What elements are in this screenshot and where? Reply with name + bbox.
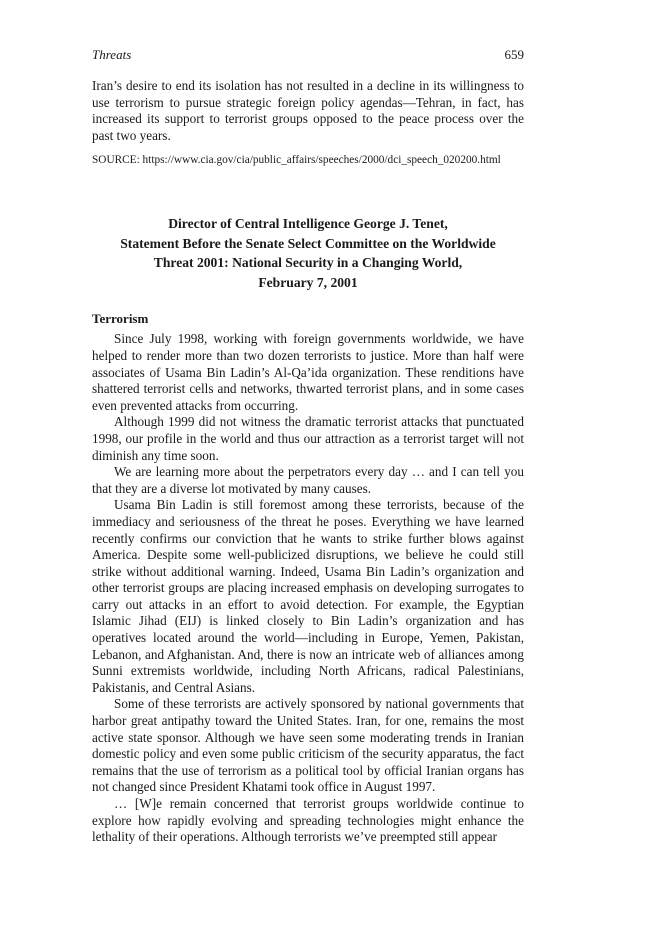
title-line: Statement Before the Senate Select Committee on the Worldwide (120, 235, 496, 251)
document-title (92, 214, 524, 292)
body-paragraph: … [W]e remain concerned that terrorist groups worldwide continue to explore how rapidly evolving and spreading technologies might enhance the lethality of their operations. Although terrorists we’ve preempted still appear (92, 796, 524, 845)
running-head (92, 46, 524, 64)
document-page (92, 46, 524, 846)
title-line: Threat 2001: National Security in a Changing World, (153, 255, 463, 271)
intro-paragraph: Iran’s desire to end its isolation has not resulted in a decline in its willingness to use terrorism to pursue strategic foreign policy agendas—Tehran, in fact, has increased its support to terrorist groups opposed to the peace process over the past two years. (92, 78, 524, 143)
body-paragraph: Usama Bin Ladin is still foremost among these terrorists, because of the immediacy and seriousness of the threat he poses. Everything we have learned recently confirms our conviction that he wants to strike further blows against America. Despite some well-publicized disruptions, we believe he could still strike without additional warning. Indeed, Usama Bin Ladin’s organization and other terrorist groups are placing increased emphasis on developing surrogates to carry out attacks in an effort to avoid detection. For example, the Egyptian Islamic Jihad (EIJ) is linked closely to Bin Ladin’s organization and has operatives located around the world—including in Europe, Yemen, Pakistan, Lebanon, and Afghanistan. And, there is now an intricate web of alliances among Sunni extremists worldwide, including North Africans, radical Palestinians, Pakistanis, and Central Asians. (92, 497, 524, 695)
title-line: February 7, 2001 (258, 274, 358, 290)
section-heading: Terrorism (92, 311, 149, 327)
body-paragraph: Since July 1998, working with foreign governments worldwide, we have helped to render more than two dozen terrorists to justice. More than half were associates of Usama Bin Ladin’s Al-Qa’ida organization. These renditions have shattered terrorist cells and networks, thwarted terrorist plans, and in some cases even prevented attacks from occurring. (92, 331, 524, 413)
source-citation: SOURCE: https://www.cia.gov/cia/public_affairs/speeches/2000/dci_speech_020200.html (92, 154, 501, 167)
body-paragraph: We are learning more about the perpetrators every day … and I can tell you that they are a diverse lot motivated by many causes. (92, 464, 524, 496)
page-number: 659 (504, 47, 524, 62)
running-head-section: Threats (92, 47, 132, 62)
body-paragraph: Some of these terrorists are actively sponsored by national governments that harbor great antipathy toward the United States. Iran, for one, remains the most active state sponsor. Although we have seen some moderating trends in Iranian domestic policy and even some public criticism of the security apparatus, the fact remains that the use of terrorism as a political tool by official Iranian organs has not changed since President Khatami took office in August 1997. (92, 696, 524, 795)
title-line: Director of Central Intelligence George J. Tenet, (168, 216, 448, 232)
body-paragraph: Although 1999 did not witness the dramatic terrorist attacks that punctuated 1998, our profile in the world and thus our attraction as a terrorist target will not diminish any time soon. (92, 414, 524, 463)
